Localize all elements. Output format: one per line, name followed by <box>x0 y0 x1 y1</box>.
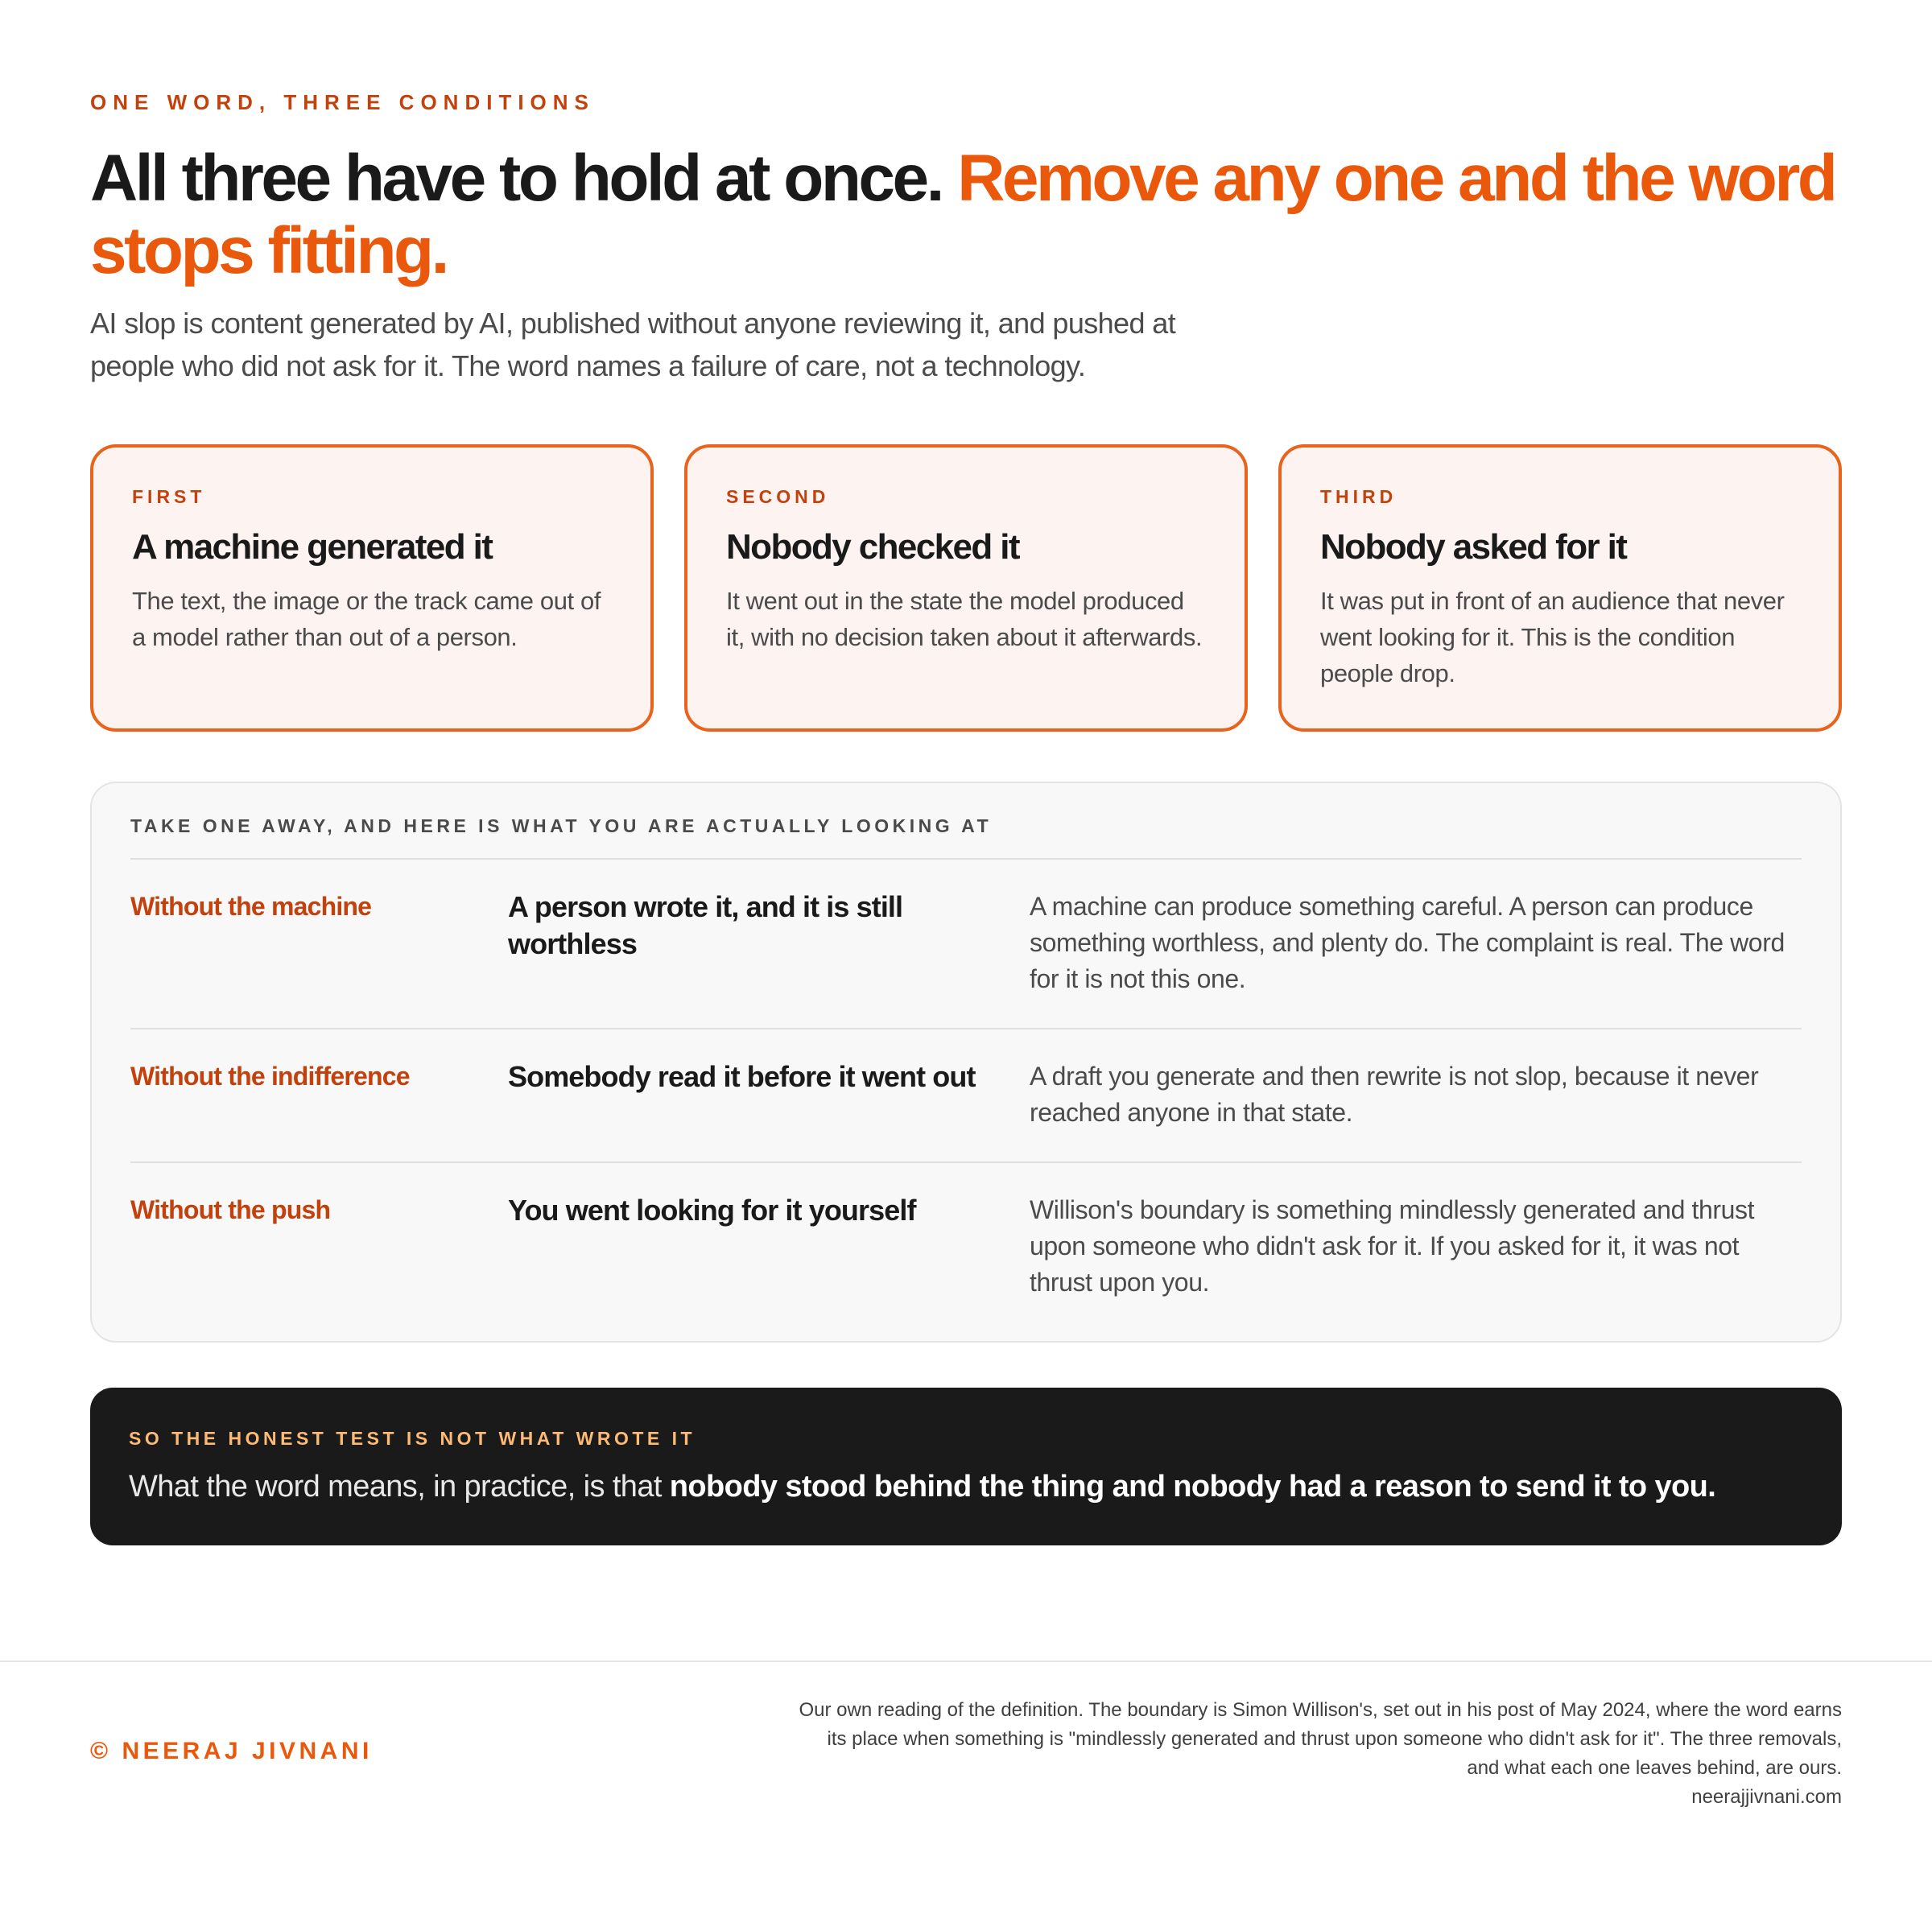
verdict-strong: nobody stood behind the thing and nobody had a reason to send it to you. <box>669 1470 1716 1504</box>
card-label: THIRD <box>1320 486 1397 507</box>
footer <box>0 1661 1932 1906</box>
headline-accent: Remove any one and the word stops fitting. <box>90 142 1835 287</box>
verdict-lead: What the word means, in practice, is that <box>129 1470 670 1504</box>
removal-condition: Without the machine <box>130 892 372 921</box>
removal-row-push <box>130 1163 1802 1314</box>
footer-note-line: and what each one leaves behind, are ours. <box>1467 1757 1842 1779</box>
condition-cards <box>90 444 1842 732</box>
footer-note-line: Our own reading of the definition. The boundary is Simon Willison's, set out in his post of May 2024, where the word earns <box>799 1699 1842 1721</box>
headline-lead: All three have to hold at once. <box>90 142 958 215</box>
removal-note: Willison's boundary is something mindlessly generated and thrust upon someone who didn't ask for it. If you asked for it, it was not thrust upon you. <box>1030 1195 1755 1297</box>
card-title: A machine generated it <box>132 527 493 567</box>
footer-brand: © NEERAJ JIVNANI <box>90 1738 373 1764</box>
card-label: SECOND <box>726 486 830 507</box>
headline <box>90 142 1842 287</box>
card-body: It went out in the state the model produced it, with no decision taken about it afterwards. <box>726 587 1203 651</box>
verdict-text <box>129 1467 1803 1506</box>
removal-result: A person wrote it, and it is still worthless <box>508 890 903 960</box>
removal-row-indifference <box>130 1029 1802 1163</box>
page <box>90 90 1842 1545</box>
card-body: It was put in front of an audience that never went looking for it. This is the condition people drop. <box>1320 587 1785 687</box>
removal-condition: Without the push <box>130 1195 331 1224</box>
footer-note-line: its place when something is "mindlessly generated and thrust upon someone who didn't ask for it". The three removals, <box>827 1728 1842 1750</box>
removal-note: A machine can produce something careful. A person can produce something worthless, and plenty do. The complaint is real. The word for it is not this one. <box>1030 892 1785 993</box>
footer-site-link[interactable]: neerajjivnani.com <box>1691 1786 1842 1808</box>
card-title: Nobody asked for it <box>1320 527 1627 567</box>
verdict-label: SO THE HONEST TEST IS NOT WHAT WROTE IT <box>129 1428 696 1449</box>
condition-card-first <box>90 444 654 732</box>
removals-panel <box>90 782 1842 1343</box>
condition-card-second <box>684 444 1248 732</box>
removal-condition: Without the indifference <box>130 1062 410 1091</box>
condition-card-third <box>1278 444 1842 732</box>
removal-result: Somebody read it before it went out <box>508 1060 976 1093</box>
card-title: Nobody checked it <box>726 527 1019 567</box>
verdict-box <box>90 1388 1842 1545</box>
footer-note <box>763 1696 1842 1812</box>
eyebrow: ONE WORD, THREE CONDITIONS <box>90 90 595 114</box>
card-body: The text, the image or the track came out of a model rather than out of a person. <box>132 587 601 651</box>
removal-result: You went looking for it yourself <box>508 1194 916 1227</box>
removals-heading: TAKE ONE AWAY, AND HERE IS WHAT YOU ARE ACTUALLY LOOKING AT <box>130 815 1802 860</box>
card-label: FIRST <box>132 486 206 507</box>
lede: AI slop is content generated by AI, published without anyone reviewing it, and pushed at people who did not ask for it. The word names a failure of care, not a technology. <box>90 307 1176 382</box>
removal-note: A draft you generate and then rewrite is not slop, because it never reached anyone in that state. <box>1030 1062 1759 1127</box>
removal-row-machine <box>130 860 1802 1029</box>
